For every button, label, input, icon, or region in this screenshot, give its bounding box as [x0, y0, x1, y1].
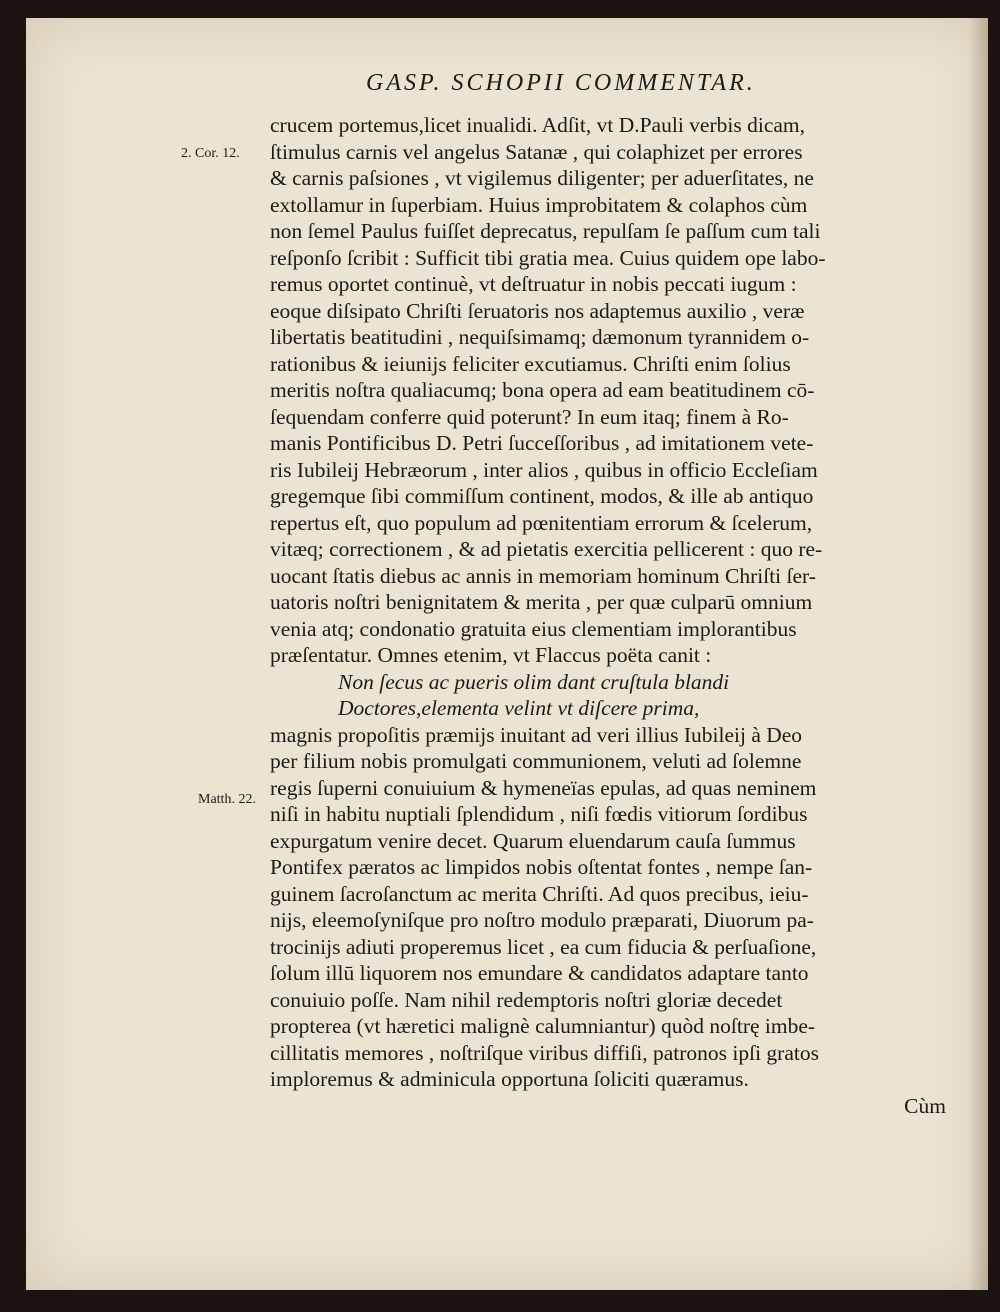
- text-line: conuiuio poſſe. Nam nihil redemptoris noſtri gloriæ decedet: [270, 987, 783, 1012]
- text-line: cillitatis memores , noſtriſque viribus diffiſi, patronos ipſi gratos: [270, 1040, 819, 1065]
- text-line: libertatis beatitudini , nequiſsimamq; dæmonum tyrannidem o-: [270, 325, 810, 349]
- margin-note-2-cor: 2. Cor. 12.: [181, 146, 240, 161]
- text-line: ſequendam conferre quid poterunt? In eum itaq; finem à Ro-: [270, 404, 789, 429]
- text-line: reſponſo ſcribit : Sufficit tibi gratia mea. Cuius quidem ope labo-: [270, 245, 826, 270]
- text-line: præſentatur. Omnes etenim, vt Flaccus poëta canit :: [270, 643, 712, 667]
- text-line: nijs, eleemoſyniſque pro noſtro modulo præparati, Diuorum pa-: [270, 908, 814, 932]
- verse-line: Doctores,elementa velint vt diſcere prima,: [338, 696, 700, 720]
- text-line: non ſemel Paulus fuiſſet deprecatus, repulſam ſe paſſum cum tali: [270, 219, 821, 243]
- margin-note-matth: Matth. 22.: [198, 792, 256, 807]
- text-line: per filium nobis promulgati communionem, veluti ad ſolemne: [270, 749, 802, 773]
- text-line: extollamur in ſuperbiam. Huius improbitatem & colaphos cùm: [270, 192, 808, 217]
- text-line: & carnis paſsiones , vt vigilemus diligenter; per aduerſitates, ne: [270, 166, 814, 190]
- text-line: rationibus & ieiunijs feliciter excutiamus. Chriſti enim ſolius: [270, 351, 791, 376]
- body-text: [270, 112, 946, 1119]
- text-line: manis Pontificibus D. Petri ſucceſſoribus , ad imitationem vete-: [270, 431, 814, 455]
- text-line: meritis noſtra qualiacumq; bona opera ad eam beatitudinem cō-: [270, 378, 815, 402]
- text-line: ſolum illū liquorem nos emundare & candidatos adaptare tanto: [270, 961, 809, 985]
- text-line: eoque diſsipato Chriſti ſeruatoris nos adaptemus auxilio , veræ: [270, 298, 805, 323]
- text-line: gregemque ſibi commiſſum continent, modos, & ille ab antiquo: [270, 484, 814, 508]
- text-line: uocant ſtatis diebus ac annis in memoriam hominum Chriſti ſer-: [270, 563, 816, 588]
- text-line: ris Iubileij Hebræorum , inter alios , quibus in officio Eccleſiam: [270, 457, 818, 482]
- text-line: niſi in habitu nuptiali ſplendidum , niſi fœdis vitiorum ſordibus: [270, 802, 808, 826]
- verse-line: Non ſecus ac pueris olim dant cruſtula blandi: [338, 669, 730, 694]
- text-line: guinem ſacroſanctum ac merita Chriſti. Ad quos precibus, ieiu-: [270, 881, 809, 906]
- text-line: uatoris noſtri benignitatem & merita , per quæ culparū omnium: [270, 590, 813, 614]
- text-line: ſtimulus carnis vel angelus Satanæ , qui colaphizet per errores: [270, 139, 803, 164]
- text-line: expurgatum venire decet. Quarum eluendarum cauſa ſummus: [270, 828, 796, 853]
- text-line: regis ſuperni conuiuium & hymeneïas epulas, ad quas neminem: [270, 775, 817, 800]
- text-line: vitæq; correctionem , & ad pietatis exercitia pellicerent : quo re-: [270, 537, 823, 561]
- text-line: propterea (vt hæretici malignè calumniantur) quòd noſtrę imbe-: [270, 1014, 816, 1038]
- text-line: Pontifex pæratos ac limpidos nobis oſtentat fontes , nempe ſan-: [270, 855, 813, 879]
- text-line: magnis propoſitis præmijs inuitant ad veri illius Iubileij à Deo: [270, 722, 803, 747]
- text-line: trocinijs adiuti properemus licet , ea cum fiducia & perſuaſione,: [270, 934, 817, 959]
- text-line: crucem portemus,licet inualidi. Adſit, vt D.Pauli verbis dicam,: [270, 113, 806, 137]
- text-line: venia atq; condonatio gratuita eius clementiam implorantibus: [270, 616, 797, 641]
- text-line: imploremus & adminicula opportuna ſoliciti quæramus.: [270, 1067, 749, 1091]
- book-page: [26, 18, 988, 1290]
- running-header: GASP. SCHOPII COMMENTAR.: [366, 70, 756, 96]
- page-fold-shadow: [968, 18, 988, 1290]
- text-line: remus oportet continuè, vt deſtruatur in nobis peccati iugum :: [270, 272, 797, 296]
- text-line: repertus eſt, quo populum ad pœnitentiam errorum & ſcelerum,: [270, 510, 813, 535]
- catchword: Cùm: [904, 1093, 946, 1118]
